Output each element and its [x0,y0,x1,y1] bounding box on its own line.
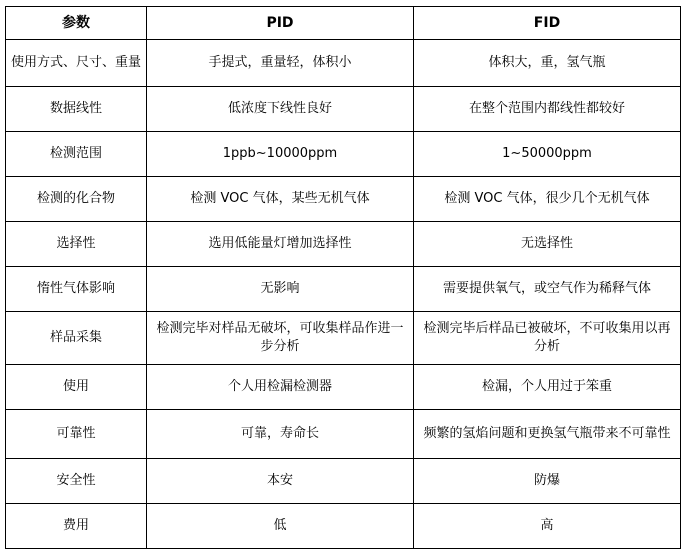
row-label: 选择性 [6,222,147,267]
row-label: 使用方式、尺寸、重量 [6,40,147,87]
row-pid-value: 无影响 [147,267,414,312]
row-pid-value: 检测完毕对样品无破坏，可收集样品作进一步分析 [147,312,414,365]
row-pid-value: 选用低能量灯增加选择性 [147,222,414,267]
row-fid-value: 无选择性 [414,222,681,267]
row-pid-value: 本安 [147,459,414,504]
table-row [6,312,681,365]
row-fid-value: 防爆 [414,459,681,504]
row-pid-value: 手提式，重量轻，体积小 [147,40,414,87]
table-header-row [6,7,681,40]
table-row [6,222,681,267]
table-body [6,40,681,549]
column-header-pid: PID [147,7,414,40]
row-label: 费用 [6,504,147,549]
row-pid-value: 检测 VOC 气体，某些无机气体 [147,177,414,222]
row-pid-value: 个人用检漏检测器 [147,365,414,410]
table-row [6,177,681,222]
row-fid-value: 检测 VOC 气体，很少几个无机气体 [414,177,681,222]
pid-fid-comparison-table [5,6,681,549]
row-fid-value: 体积大，重，氢气瓶 [414,40,681,87]
row-fid-value: 高 [414,504,681,549]
row-label: 检测的化合物 [6,177,147,222]
row-pid-value: 可靠，寿命长 [147,410,414,459]
row-fid-value: 检测完毕后样品已被破坏，不可收集用以再分析 [414,312,681,365]
column-header-fid: FID [414,7,681,40]
row-fid-value: 在整个范围内都线性都较好 [414,87,681,132]
row-pid-value: 1ppb~10000ppm [147,132,414,177]
table-row [6,365,681,410]
row-label: 检测范围 [6,132,147,177]
row-fid-value: 检漏，个人用过于笨重 [414,365,681,410]
row-label: 数据线性 [6,87,147,132]
row-fid-value: 需要提供氧气，或空气作为稀释气体 [414,267,681,312]
row-label: 惰性气体影响 [6,267,147,312]
row-fid-value: 1~50000ppm [414,132,681,177]
table-row [6,40,681,87]
table-row [6,504,681,549]
row-fid-value: 频繁的氢焰问题和更换氢气瓶带来不可靠性 [414,410,681,459]
row-pid-value: 低浓度下线性良好 [147,87,414,132]
table-row [6,267,681,312]
row-label: 样品采集 [6,312,147,365]
row-label: 使用 [6,365,147,410]
row-pid-value: 低 [147,504,414,549]
row-label: 可靠性 [6,410,147,459]
column-header-parameter: 参数 [6,7,147,40]
table-row [6,87,681,132]
table-header [6,7,681,40]
table-row [6,132,681,177]
row-label: 安全性 [6,459,147,504]
table-row [6,410,681,459]
table-row [6,459,681,504]
